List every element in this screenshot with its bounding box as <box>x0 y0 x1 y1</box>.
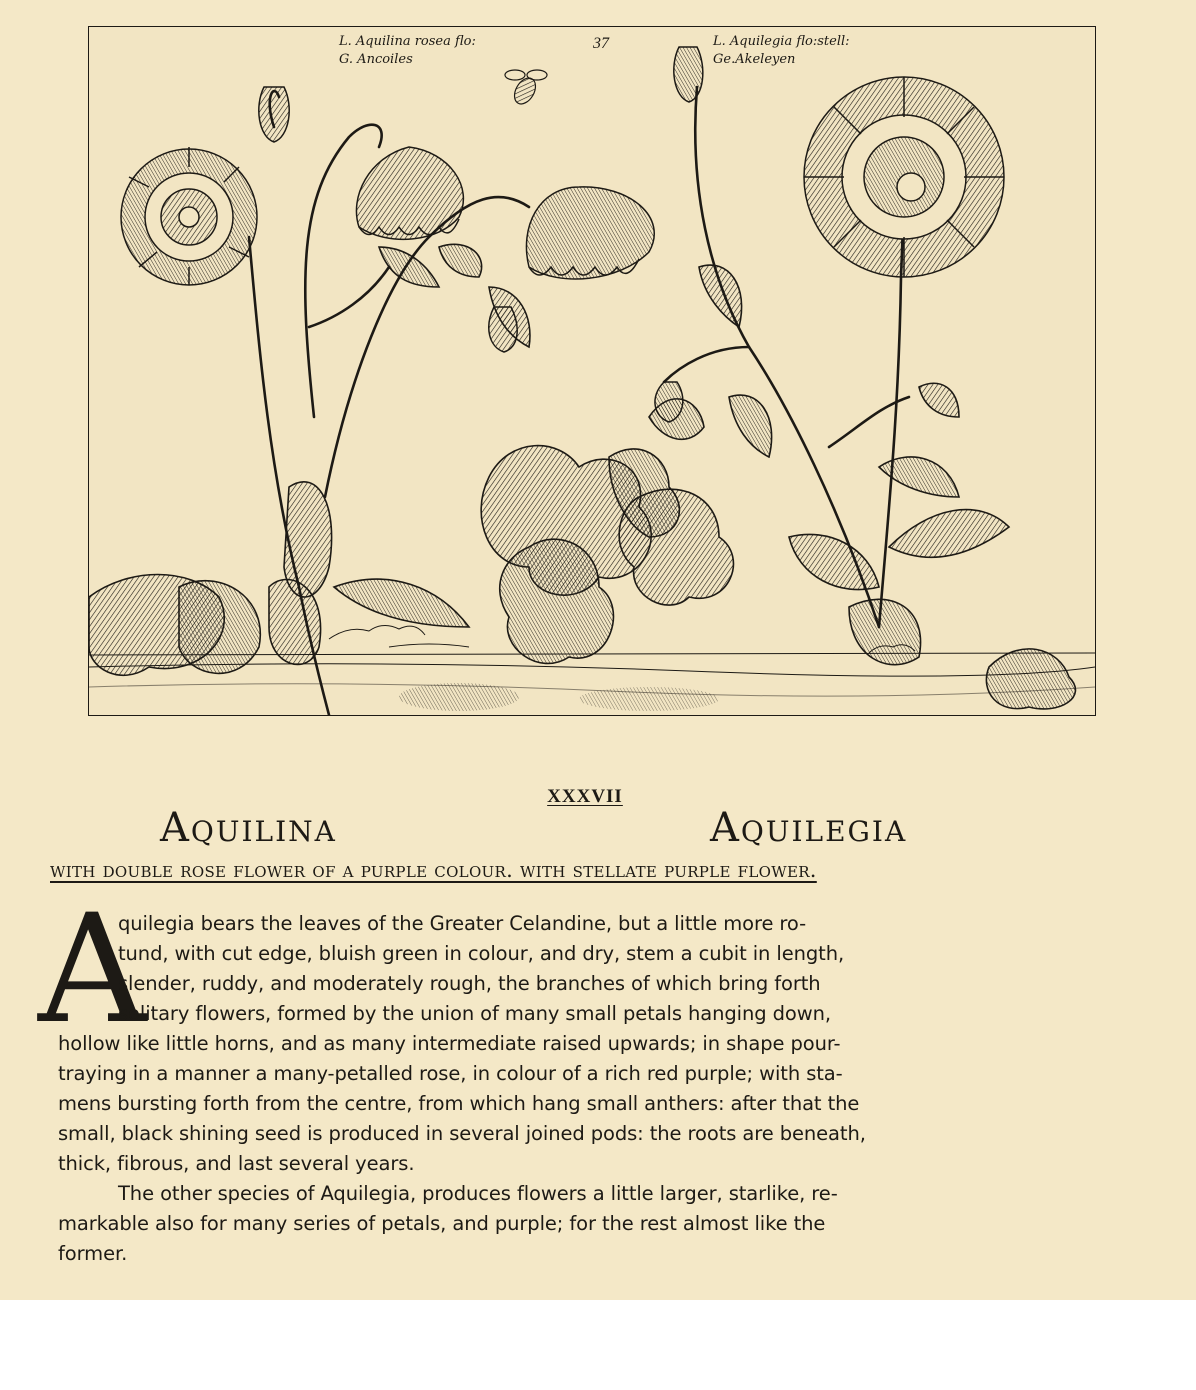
paragraph-line: slender, ruddy, and moderately rough, the branches of which bring forth <box>118 972 821 995</box>
stellate-flower-right <box>804 77 1004 277</box>
bee-icon <box>505 70 547 108</box>
paragraph-line: tund, with cut edge, bluish green in colour, and dry, stem a cubit in length, <box>118 942 845 965</box>
caption-left-latin: L. Aquilina rosea flo: <box>339 34 476 49</box>
hanging-flower-2 <box>526 187 654 279</box>
paragraph-line: small, black shining seed is produced in several joined pods: the roots are beneath, <box>58 1122 866 1145</box>
plate-number: 37 <box>593 35 609 52</box>
leaves <box>89 244 1075 709</box>
paragraph-line: quilegia bears the leaves of the Greater Celandine, but a little more ro- <box>118 912 807 935</box>
plate-caption-right <box>713 33 850 69</box>
engraving-plate <box>88 26 1096 716</box>
paragraph-line: The other species of Aquilegia, produces flowers a little larger, starlike, re- <box>118 1182 838 1205</box>
heading-left: Aquilina <box>160 805 337 851</box>
paragraph-line: mens bursting forth from the centre, from which hang small anthers: after that the <box>58 1092 860 1115</box>
caption-right-latin: L. Aquilegia flo:stell: <box>713 34 850 49</box>
subtitle: with double rose flower of a purple colour. with stellate purple flower. <box>50 858 817 882</box>
heading-right: Aquilegia <box>710 805 908 851</box>
paragraph-line: thick, fibrous, and last several years. <box>58 1152 415 1175</box>
caption-left-german: G. Ancoiles <box>339 52 413 67</box>
paragraph-line: traying in a manner a many-petalled rose, in colour of a rich red purple; with sta- <box>58 1062 843 1085</box>
paragraph-line: solitary flowers, formed by the union of many small petals hanging down, <box>118 1002 831 1025</box>
columbine-engraving-illustration <box>89 27 1095 715</box>
plate-caption-left <box>339 33 476 69</box>
chapter-number: XXXVII <box>547 786 623 807</box>
hanging-flower-1 <box>356 147 463 239</box>
double-rose-flower-left <box>121 147 257 285</box>
paragraph-line: former. <box>58 1242 128 1265</box>
caption-right-german: Ge.Akeleyen <box>713 52 796 67</box>
paragraph-line: hollow like little horns, and as many intermediate raised upwards; in shape pour- <box>58 1032 841 1055</box>
paragraph-line: markable also for many series of petals, and purple; for the rest almost like the <box>58 1212 826 1235</box>
drop-cap-letter: A <box>38 883 147 1057</box>
